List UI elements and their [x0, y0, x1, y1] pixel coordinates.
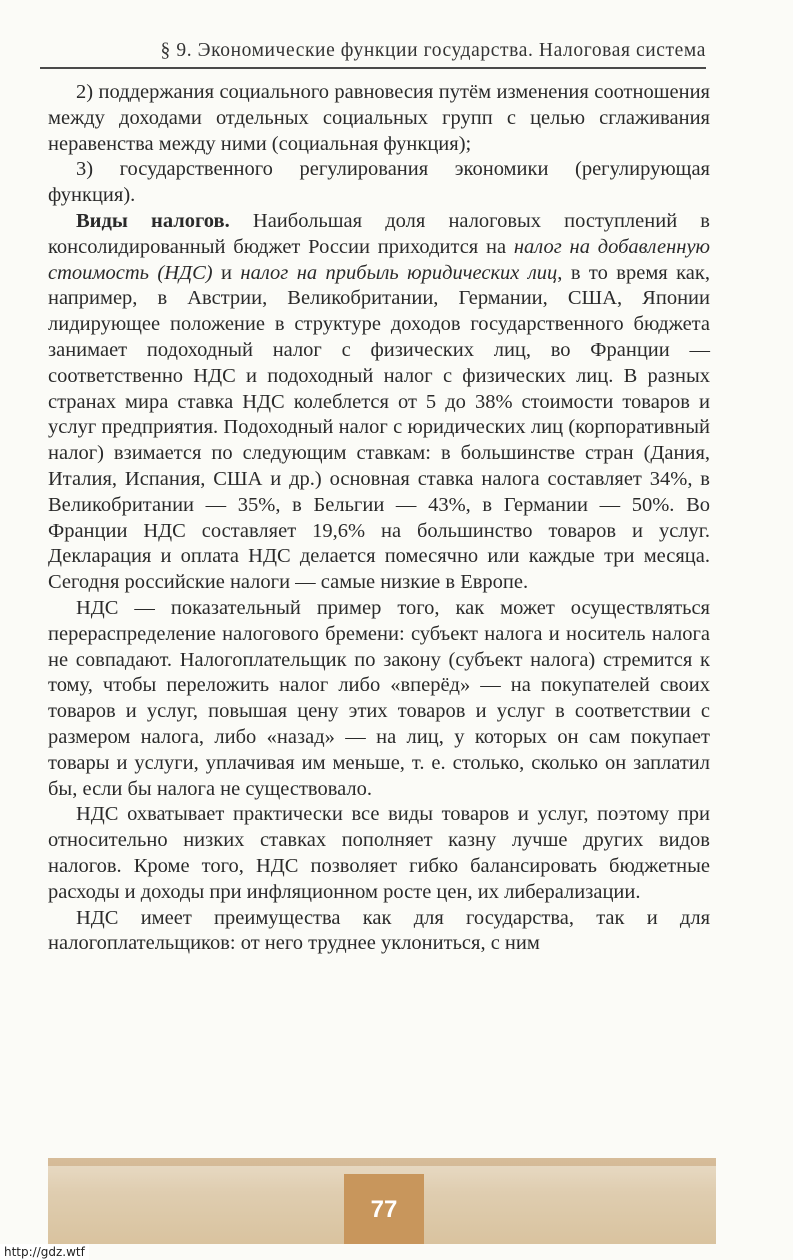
- page-number: 77: [370, 1196, 398, 1223]
- header-divider: [40, 67, 706, 69]
- paragraph-regulating-function: 3) государственного регулирования экономики (регулирующая функция).: [48, 158, 710, 207]
- paragraph-vat-advantages: НДС имеет преимущества как для государства, так и для налогоплательщиков: от него труднее уклониться, с ним: [48, 906, 710, 955]
- running-header: § 9. Экономические функции государства. Налоговая система: [160, 40, 706, 61]
- paragraph-vat-burden: НДС — показательный пример того, как может осуществляться перераспределение налогового бремени: субъект налога и носитель налога не совпадают. Налогоплательщик по закону (субъект налога) стремится к тому, чтобы переложить налог либо «вперёд» — на покупателей своих товаров и услуг, повышая цену этих товаров и услуг в соответствии с размером налога, либо «назад» — на лиц, у которых он сам покупает товары и услуги, уплачивая им меньше, т. е. столько, сколько он заплатил бы, если бы налога не существовало.: [48, 596, 710, 800]
- paragraph-social-function: 2) поддержания социального равновесия путём изменения соотношения между доходами отдельных социальных групп с целью сглаживания неравенства между ними (социальная функция);: [48, 81, 710, 155]
- section-lead-heading: Виды налогов.: [76, 209, 230, 232]
- term-vat: налог на добавленную стоимость (НДС): [48, 235, 711, 284]
- watermark-link[interactable]: http://gdz.wtf: [0, 1244, 89, 1260]
- paragraph-vat-coverage: НДС охватывает практически все виды товаров и услуг, поэтому при относительно низких ставках пополняет казну лучше других видов налогов. Кроме того, НДС позволяет гибко балансировать бюджетные расходы и доходы при инфляционном росте цен, их либерализации.: [48, 803, 710, 903]
- term-corporate-profit-tax: налог на прибыль юридических лиц: [240, 261, 558, 284]
- text-span: и: [212, 261, 241, 284]
- text-span: , в то время как, например, в Австрии, Великобритании, Германии, США, Японии лидирующее положение в структуре доходов государственного бюджета занимает подоходный налог с физических лиц, во Франции — соответственно НДС и подоходный налог с физических лиц. В разных странах мира ставка НДС колеблется от 5 до 38% стоимости товаров и услуг предприятия. Подоходный налог с юридических лиц (корпоративный налог) взимается по следующим ставкам: в большинстве стран (Дания, Италия, Испания, США и др.) основная ставка налога составляет 34%, в Великобритании — 35%, в Бельгии — 43%, в Германии — 50%. Во Франции НДС составляет 19,6% на большинство товаров и услуг. Декларация и оплата НДС делается помесячно или каждые три месяца. Сегодня российские налоги — самые низкие в Европе.: [48, 261, 710, 594]
- page-body: [48, 80, 710, 957]
- paragraph-tax-types: [48, 209, 710, 596]
- text-span: Наибольшая доля налоговых поступлений в консолидированный бюджет России приходится на: [48, 209, 710, 258]
